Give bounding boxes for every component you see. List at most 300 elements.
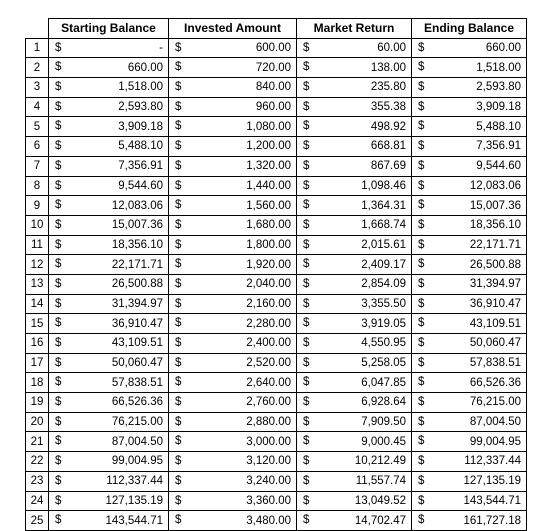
currency-symbol: $ <box>55 317 62 330</box>
cell-value: 66,526.36 <box>111 396 163 409</box>
table-row <box>26 511 527 531</box>
currency-symbol: $ <box>418 81 425 94</box>
cell-value: 57,838.51 <box>111 376 163 389</box>
ending-balance-cell <box>412 38 527 58</box>
currency-symbol: $ <box>55 41 62 54</box>
invested-amount-cell <box>169 38 297 58</box>
ending-balance-cell <box>412 373 527 393</box>
currency-symbol: $ <box>175 376 182 389</box>
currency-symbol: $ <box>55 514 62 527</box>
cell-value: 22,171.71 <box>111 258 163 271</box>
currency-symbol: $ <box>55 179 62 192</box>
starting-balance-cell <box>49 274 169 294</box>
market-return-cell <box>297 235 412 255</box>
cell-value: 15,007.36 <box>469 199 521 212</box>
starting-balance-cell <box>49 471 169 491</box>
header-invested-amount: Invested Amount <box>169 19 297 39</box>
ending-balance-cell <box>412 393 527 413</box>
cell-value: 2,760.00 <box>246 396 291 409</box>
currency-symbol: $ <box>175 455 182 468</box>
table-row <box>26 196 527 216</box>
invested-amount-cell <box>169 156 297 176</box>
row-number: 13 <box>26 274 49 294</box>
ending-balance-cell <box>412 235 527 255</box>
cell-value: 127,135.19 <box>463 475 521 488</box>
invested-amount-cell <box>169 412 297 432</box>
header-row <box>26 19 527 39</box>
currency-symbol: $ <box>303 120 310 133</box>
currency-symbol: $ <box>175 297 182 310</box>
currency-symbol: $ <box>55 376 62 389</box>
currency-symbol: $ <box>303 376 310 389</box>
currency-symbol: $ <box>55 100 62 113</box>
cell-value: 87,004.50 <box>469 416 521 429</box>
cell-value: 840.00 <box>255 81 291 94</box>
table-body <box>26 38 527 530</box>
table-row <box>26 176 527 196</box>
currency-symbol: $ <box>418 356 425 369</box>
invested-amount-cell <box>169 334 297 354</box>
cell-value: 76,215.00 <box>469 396 521 409</box>
market-return-cell <box>297 58 412 78</box>
invested-amount-cell <box>169 353 297 373</box>
ending-balance-cell <box>412 432 527 452</box>
cell-value: 161,727.18 <box>463 514 521 527</box>
cell-value: 36,910.47 <box>469 297 521 310</box>
row-number: 22 <box>26 452 49 472</box>
cell-value: 1,668.74 <box>361 219 406 232</box>
cell-value: 1,440.00 <box>246 179 291 192</box>
market-return-cell <box>297 215 412 235</box>
cell-value: 3,355.50 <box>361 297 406 310</box>
cell-value: 3,909.18 <box>118 120 163 133</box>
currency-symbol: $ <box>55 277 62 290</box>
cell-value: 36,910.47 <box>111 317 163 330</box>
currency-symbol: $ <box>55 258 62 271</box>
cell-value: 9,544.60 <box>118 179 163 192</box>
cell-value: 7,356.91 <box>476 140 521 153</box>
ending-balance-cell <box>412 511 527 531</box>
market-return-cell <box>297 97 412 117</box>
invested-amount-cell <box>169 176 297 196</box>
investment-table <box>25 18 527 531</box>
starting-balance-cell <box>49 117 169 137</box>
cell-value: 99,004.95 <box>469 435 521 448</box>
market-return-cell <box>297 294 412 314</box>
currency-symbol: $ <box>55 494 62 507</box>
currency-symbol: $ <box>303 277 310 290</box>
starting-balance-cell <box>49 373 169 393</box>
ending-balance-cell <box>412 196 527 216</box>
cell-value: 6,928.64 <box>361 396 406 409</box>
cell-value: 26,500.88 <box>111 278 163 291</box>
header-starting-balance: Starting Balance <box>49 19 169 39</box>
invested-amount-cell <box>169 137 297 157</box>
currency-symbol: $ <box>175 356 182 369</box>
row-number: 6 <box>26 137 49 157</box>
ending-balance-cell <box>412 412 527 432</box>
currency-symbol: $ <box>303 297 310 310</box>
cell-value: 13,049.52 <box>354 494 406 507</box>
header-ending-balance: Ending Balance <box>412 19 527 39</box>
row-number: 23 <box>26 471 49 491</box>
cell-value: 22,171.71 <box>469 238 521 251</box>
cell-value: 5,258.05 <box>361 357 406 370</box>
ending-balance-cell <box>412 137 527 157</box>
cell-value: 1,320.00 <box>246 160 291 173</box>
cell-value: 5,488.10 <box>118 140 163 153</box>
currency-symbol: $ <box>55 435 62 448</box>
invested-amount-cell <box>169 373 297 393</box>
currency-symbol: $ <box>55 337 62 349</box>
currency-symbol: $ <box>418 494 425 507</box>
row-number: 21 <box>26 432 49 452</box>
table-row <box>26 334 527 354</box>
invested-amount-cell <box>169 97 297 117</box>
currency-symbol: $ <box>418 415 425 428</box>
starting-balance-cell <box>49 294 169 314</box>
currency-symbol: $ <box>55 218 62 231</box>
market-return-cell <box>297 314 412 334</box>
cell-value: 3,919.05 <box>361 317 406 330</box>
ending-balance-cell <box>412 97 527 117</box>
currency-symbol: $ <box>303 474 310 487</box>
currency-symbol: $ <box>418 199 425 212</box>
currency-symbol: $ <box>418 238 425 251</box>
cell-value: 2,593.80 <box>476 81 521 94</box>
ending-balance-cell <box>412 334 527 354</box>
table-row <box>26 373 527 393</box>
cell-value: 660.00 <box>127 61 163 74</box>
cell-value: 14,702.47 <box>354 514 406 527</box>
currency-symbol: $ <box>175 317 182 330</box>
currency-symbol: $ <box>55 81 62 94</box>
row-number: 10 <box>26 215 49 235</box>
cell-value: 2,280.00 <box>246 317 291 330</box>
table-row <box>26 215 527 235</box>
currency-symbol: $ <box>175 238 182 251</box>
invested-amount-cell <box>169 274 297 294</box>
currency-symbol: $ <box>175 415 182 428</box>
market-return-cell <box>297 176 412 196</box>
market-return-cell <box>297 38 412 58</box>
invested-amount-cell <box>169 117 297 137</box>
cell-value: 57,838.51 <box>469 357 521 370</box>
currency-symbol: $ <box>418 514 425 527</box>
currency-symbol: $ <box>55 455 62 468</box>
row-number: 7 <box>26 156 49 176</box>
starting-balance-cell <box>49 491 169 511</box>
invested-amount-cell <box>169 78 297 98</box>
table-row <box>26 432 527 452</box>
currency-symbol: $ <box>55 238 62 251</box>
cell-value: 1,518.00 <box>118 81 163 94</box>
currency-symbol: $ <box>303 337 310 349</box>
row-number: 25 <box>26 511 49 531</box>
cell-value: 127,135.19 <box>105 494 163 507</box>
cell-value: 31,394.97 <box>111 297 163 310</box>
cell-value: 9,000.45 <box>361 435 406 448</box>
cell-value: 66,526.36 <box>469 376 521 389</box>
starting-balance-cell <box>49 196 169 216</box>
row-number: 11 <box>26 235 49 255</box>
currency-symbol: $ <box>303 81 310 94</box>
row-number: 15 <box>26 314 49 334</box>
cell-value: 660.00 <box>485 42 521 55</box>
currency-symbol: $ <box>418 159 425 172</box>
cell-value: 3,480.00 <box>246 514 291 527</box>
starting-balance-cell <box>49 511 169 531</box>
currency-symbol: $ <box>303 455 310 468</box>
currency-symbol: $ <box>175 100 182 113</box>
cell-value: 2,015.61 <box>361 238 406 251</box>
cell-value: 1,920.00 <box>246 258 291 271</box>
cell-value: 2,854.09 <box>361 278 406 291</box>
invested-amount-cell <box>169 58 297 78</box>
cell-value: 143,544.71 <box>105 514 163 527</box>
cell-value: 138.00 <box>370 61 406 74</box>
market-return-cell <box>297 78 412 98</box>
market-return-cell <box>297 432 412 452</box>
currency-symbol: $ <box>303 396 310 409</box>
market-return-cell <box>297 137 412 157</box>
currency-symbol: $ <box>175 81 182 94</box>
currency-symbol: $ <box>418 41 425 54</box>
row-number: 24 <box>26 491 49 511</box>
starting-balance-cell <box>49 137 169 157</box>
currency-symbol: $ <box>175 140 182 153</box>
ending-balance-cell <box>412 353 527 373</box>
currency-symbol: $ <box>175 41 182 54</box>
invested-amount-cell <box>169 255 297 275</box>
currency-symbol: $ <box>175 396 182 409</box>
ending-balance-cell <box>412 117 527 137</box>
ending-balance-cell <box>412 274 527 294</box>
starting-balance-cell <box>49 78 169 98</box>
currency-symbol: $ <box>303 140 310 153</box>
invested-amount-cell <box>169 196 297 216</box>
currency-symbol: $ <box>55 199 62 212</box>
currency-symbol: $ <box>303 218 310 231</box>
currency-symbol: $ <box>55 61 62 74</box>
currency-symbol: $ <box>55 159 62 172</box>
starting-balance-cell <box>49 353 169 373</box>
starting-balance-cell <box>49 215 169 235</box>
starting-balance-cell <box>49 314 169 334</box>
currency-symbol: $ <box>418 474 425 487</box>
table-row <box>26 137 527 157</box>
cell-value: 112,337.44 <box>106 475 163 488</box>
market-return-cell <box>297 511 412 531</box>
cell-value: 2,520.00 <box>246 357 291 370</box>
table-row <box>26 97 527 117</box>
currency-symbol: $ <box>418 376 425 389</box>
currency-symbol: $ <box>303 61 310 74</box>
cell-value: 3,120.00 <box>246 455 291 468</box>
starting-balance-cell <box>49 176 169 196</box>
currency-symbol: $ <box>175 258 182 271</box>
currency-symbol: $ <box>418 337 425 349</box>
market-return-cell <box>297 471 412 491</box>
row-number: 4 <box>26 97 49 117</box>
ending-balance-cell <box>412 491 527 511</box>
invested-amount-cell <box>169 314 297 334</box>
table-row <box>26 452 527 472</box>
cell-value: 960.00 <box>255 101 291 114</box>
currency-symbol: $ <box>55 356 62 369</box>
cell-value: 5,488.10 <box>476 120 521 133</box>
table-row <box>26 471 527 491</box>
header-corner <box>26 19 49 39</box>
ending-balance-cell <box>412 78 527 98</box>
cell-value: 15,007.36 <box>111 219 163 232</box>
currency-symbol: $ <box>418 179 425 192</box>
currency-symbol: $ <box>303 238 310 251</box>
cell-value: 600.00 <box>255 42 291 55</box>
cell-value: 2,400.00 <box>246 337 291 350</box>
row-number: 2 <box>26 58 49 78</box>
table-row <box>26 78 527 98</box>
table-row <box>26 294 527 314</box>
cell-value: 2,409.17 <box>361 258 406 271</box>
currency-symbol: $ <box>418 297 425 310</box>
invested-amount-cell <box>169 471 297 491</box>
starting-balance-cell <box>49 58 169 78</box>
table-row <box>26 274 527 294</box>
market-return-cell <box>297 491 412 511</box>
cell-value: 18,356.10 <box>469 219 521 232</box>
cell-value: 7,909.50 <box>361 416 406 429</box>
currency-symbol: $ <box>418 317 425 330</box>
currency-symbol: $ <box>55 415 62 428</box>
row-number: 9 <box>26 196 49 216</box>
starting-balance-cell <box>49 334 169 354</box>
currency-symbol: $ <box>418 120 425 133</box>
table-row <box>26 412 527 432</box>
cell-value: 720.00 <box>255 61 291 74</box>
currency-symbol: $ <box>303 317 310 330</box>
market-return-cell <box>297 412 412 432</box>
table-row <box>26 314 527 334</box>
currency-symbol: $ <box>418 435 425 448</box>
cell-value: 867.69 <box>370 160 406 173</box>
table-row <box>26 491 527 511</box>
currency-symbol: $ <box>418 258 425 271</box>
ending-balance-cell <box>412 294 527 314</box>
ending-balance-cell <box>412 58 527 78</box>
currency-symbol: $ <box>175 337 182 349</box>
currency-symbol: $ <box>303 179 310 192</box>
cell-value: 668.81 <box>370 140 406 153</box>
market-return-cell <box>297 274 412 294</box>
market-return-cell <box>297 353 412 373</box>
cell-value: 235.80 <box>370 81 406 94</box>
cell-value: 1,200.00 <box>246 140 291 153</box>
invested-amount-cell <box>169 432 297 452</box>
currency-symbol: $ <box>303 159 310 172</box>
starting-balance-cell <box>49 432 169 452</box>
starting-balance-cell <box>49 452 169 472</box>
currency-symbol: $ <box>175 120 182 133</box>
currency-symbol: $ <box>175 494 182 507</box>
currency-symbol: $ <box>175 179 182 192</box>
starting-balance-cell <box>49 255 169 275</box>
cell-value: 1,518.00 <box>476 61 521 74</box>
currency-symbol: $ <box>303 356 310 369</box>
currency-symbol: $ <box>55 140 62 153</box>
cell-value: - <box>159 42 163 55</box>
invested-amount-cell <box>169 294 297 314</box>
table-row <box>26 353 527 373</box>
market-return-cell <box>297 452 412 472</box>
currency-symbol: $ <box>303 41 310 54</box>
row-number: 1 <box>26 38 49 58</box>
cell-value: 1,364.31 <box>361 199 406 212</box>
invested-amount-cell <box>169 452 297 472</box>
cell-value: 3,909.18 <box>476 101 521 114</box>
row-number: 5 <box>26 117 49 137</box>
cell-value: 4,550.95 <box>361 337 406 350</box>
cell-value: 2,160.00 <box>246 297 291 310</box>
cell-value: 10,212.49 <box>354 455 406 468</box>
cell-value: 12,083.06 <box>111 199 163 212</box>
cell-value: 2,040.00 <box>246 278 291 291</box>
currency-symbol: $ <box>418 218 425 231</box>
currency-symbol: $ <box>175 199 182 212</box>
cell-value: 50,060.47 <box>469 337 521 350</box>
table-row <box>26 235 527 255</box>
currency-symbol: $ <box>418 277 425 290</box>
currency-symbol: $ <box>55 474 62 487</box>
invested-amount-cell <box>169 393 297 413</box>
cell-value: 1,560.00 <box>246 199 291 212</box>
currency-symbol: $ <box>303 435 310 448</box>
row-number: 8 <box>26 176 49 196</box>
ending-balance-cell <box>412 215 527 235</box>
currency-symbol: $ <box>55 120 62 133</box>
row-number: 12 <box>26 255 49 275</box>
row-number: 20 <box>26 412 49 432</box>
cell-value: 87,004.50 <box>111 435 163 448</box>
cell-value: 3,360.00 <box>246 494 291 507</box>
currency-symbol: $ <box>175 435 182 448</box>
table-row <box>26 38 527 58</box>
cell-value: 1,800.00 <box>246 238 291 251</box>
currency-symbol: $ <box>303 199 310 212</box>
invested-amount-cell <box>169 235 297 255</box>
starting-balance-cell <box>49 235 169 255</box>
ending-balance-cell <box>412 176 527 196</box>
invested-amount-cell <box>169 511 297 531</box>
ending-balance-cell <box>412 255 527 275</box>
market-return-cell <box>297 393 412 413</box>
cell-value: 12,083.06 <box>469 179 521 192</box>
currency-symbol: $ <box>418 100 425 113</box>
currency-symbol: $ <box>175 514 182 527</box>
invested-amount-cell <box>169 491 297 511</box>
market-return-cell <box>297 196 412 216</box>
cell-value: 18,356.10 <box>111 238 163 251</box>
market-return-cell <box>297 117 412 137</box>
ending-balance-cell <box>412 471 527 491</box>
currency-symbol: $ <box>418 61 425 74</box>
cell-value: 26,500.88 <box>469 258 521 271</box>
currency-symbol: $ <box>303 415 310 428</box>
table-row <box>26 255 527 275</box>
ending-balance-cell <box>412 452 527 472</box>
row-number: 16 <box>26 334 49 354</box>
table-row <box>26 156 527 176</box>
